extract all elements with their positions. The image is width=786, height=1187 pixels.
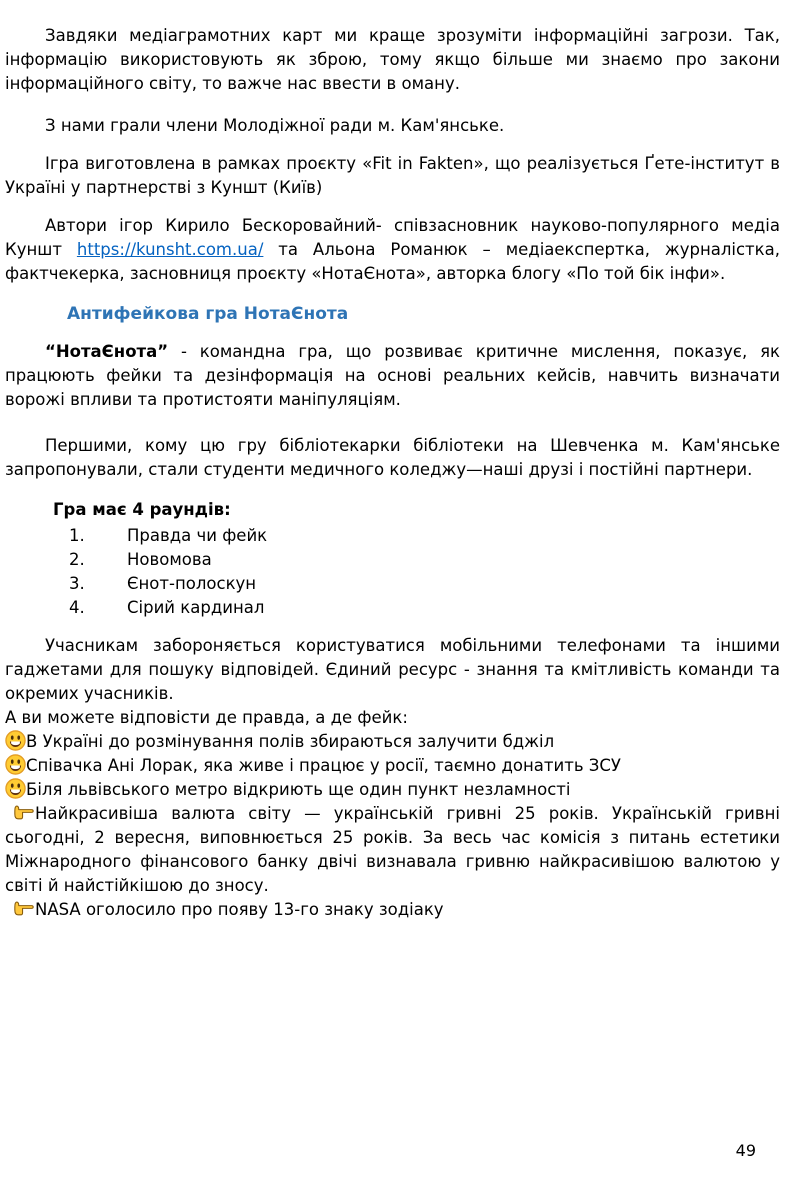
paragraph-quiz-intro: А ви можете відповісти де правда, а де фейк: <box>5 708 408 727</box>
fact-line-metro <box>5 778 780 802</box>
paragraph-first-players: Першими, кому цю гру бібліотекарки бібліотеки на Шевченка м. Кам'янське запропонували, стали студенти медичного коледжу—наші друзі і постійні партнери. <box>5 436 780 479</box>
rounds-list <box>5 524 780 620</box>
fact-text: Біля львівського метро відкриють ще один пункт незламності <box>26 780 571 799</box>
grinning-face-icon <box>5 778 26 799</box>
list-item-round-3 <box>5 572 780 596</box>
game-description-text: - командна гра, що розвиває критичне мислення, показує, як працюють фейки та дезінформація на основі реальних кейсів, навчить визначати ворожі впливи та протистояти маніпуляціям. <box>5 342 780 409</box>
paragraph-media-literacy: Завдяки медіаграмотних карт ми краще зрозуміти інформаційні загрози. Так, інформацію використовують як зброю, тому якщо більше ми знаємо про закони інформаційного світу, то важче нас ввести в оману. <box>5 26 780 93</box>
list-label: Правда чи фейк <box>127 526 268 545</box>
list-number: 2. <box>69 550 85 569</box>
paragraph-fit-in-fakten: Ігра виготовлена в рамках проєкту «Fit in Fakten», що реалізується Ґете-інститут в Україні у партнерстві з Куншт (Київ) <box>5 154 780 197</box>
page-number: 49 <box>735 1141 756 1160</box>
authors-text-end: та Альона Романюк – медіаекспертка, журналістка, фактчекерка, засновниця проєкту «НотаЄнота», авторка блогу «По той бік інфи». <box>5 240 780 283</box>
list-number: 3. <box>69 574 85 593</box>
paragraph-youth-council: З нами грали члени Молодіжної ради м. Кам'янське. <box>45 116 505 135</box>
list-label: Новомова <box>127 550 212 569</box>
list-label: Сірий кардинал <box>127 598 265 617</box>
kunsht-link[interactable]: https://kunsht.com.ua/ <box>76 240 264 259</box>
list-number: 4. <box>69 598 85 617</box>
paragraph-game-description <box>5 340 780 412</box>
list-item-round-1 <box>5 524 780 548</box>
authors-text-start: Автори ігор Кирило Бескоровайний- співзасновник науково-популярного медіа Куншт <box>5 216 780 259</box>
fact-text: В Україні до розмінування полів збираються залучити бджіл <box>26 732 555 751</box>
pointing-hand-icon <box>11 898 35 918</box>
section-heading-antifake-game: Антифейкова гра НотаЄнота <box>67 304 349 324</box>
list-number: 1. <box>69 526 85 545</box>
list-item-round-4 <box>5 596 780 620</box>
fact-line-bees <box>5 730 780 754</box>
grinning-face-icon <box>5 754 26 775</box>
fact-text: NASA оголосило про появу 13-го знаку зодіаку <box>35 900 444 919</box>
fact-text: Найкрасивіша валюта світу — українській гривні 25 років. Українській гривні сьогодні, 2 вересня, виповнюється 25 років. За весь час комісія з питань естетики Міжнародного фінансового банку двічі визнавала гривню найкрасивішою валютою у світі й найстійкішою до зносу. <box>5 804 780 895</box>
pointing-hand-icon <box>11 802 35 822</box>
game-name-bold: “НотаЄнота” <box>45 342 169 361</box>
list-label: Єнот-полоскун <box>127 574 257 593</box>
grinning-face-icon <box>5 730 26 751</box>
fact-line-nasa <box>5 898 780 922</box>
rounds-list-title: Гра має 4 раундів: <box>53 500 231 519</box>
fact-text: Співачка Ані Лорак, яка живе і працює у росії, таємно донатить ЗСУ <box>26 756 621 775</box>
fact-line-currency <box>5 802 780 898</box>
paragraph-rules: Учасникам забороняється користуватися мобільними телефонами та іншими гаджетами для пошуку відповідей. Єдиний ресурс - знання та кмітливість команди та окремих учасників. <box>5 636 780 703</box>
paragraph-authors <box>5 214 780 286</box>
fact-line-singer <box>5 754 780 778</box>
list-item-round-2 <box>5 548 780 572</box>
